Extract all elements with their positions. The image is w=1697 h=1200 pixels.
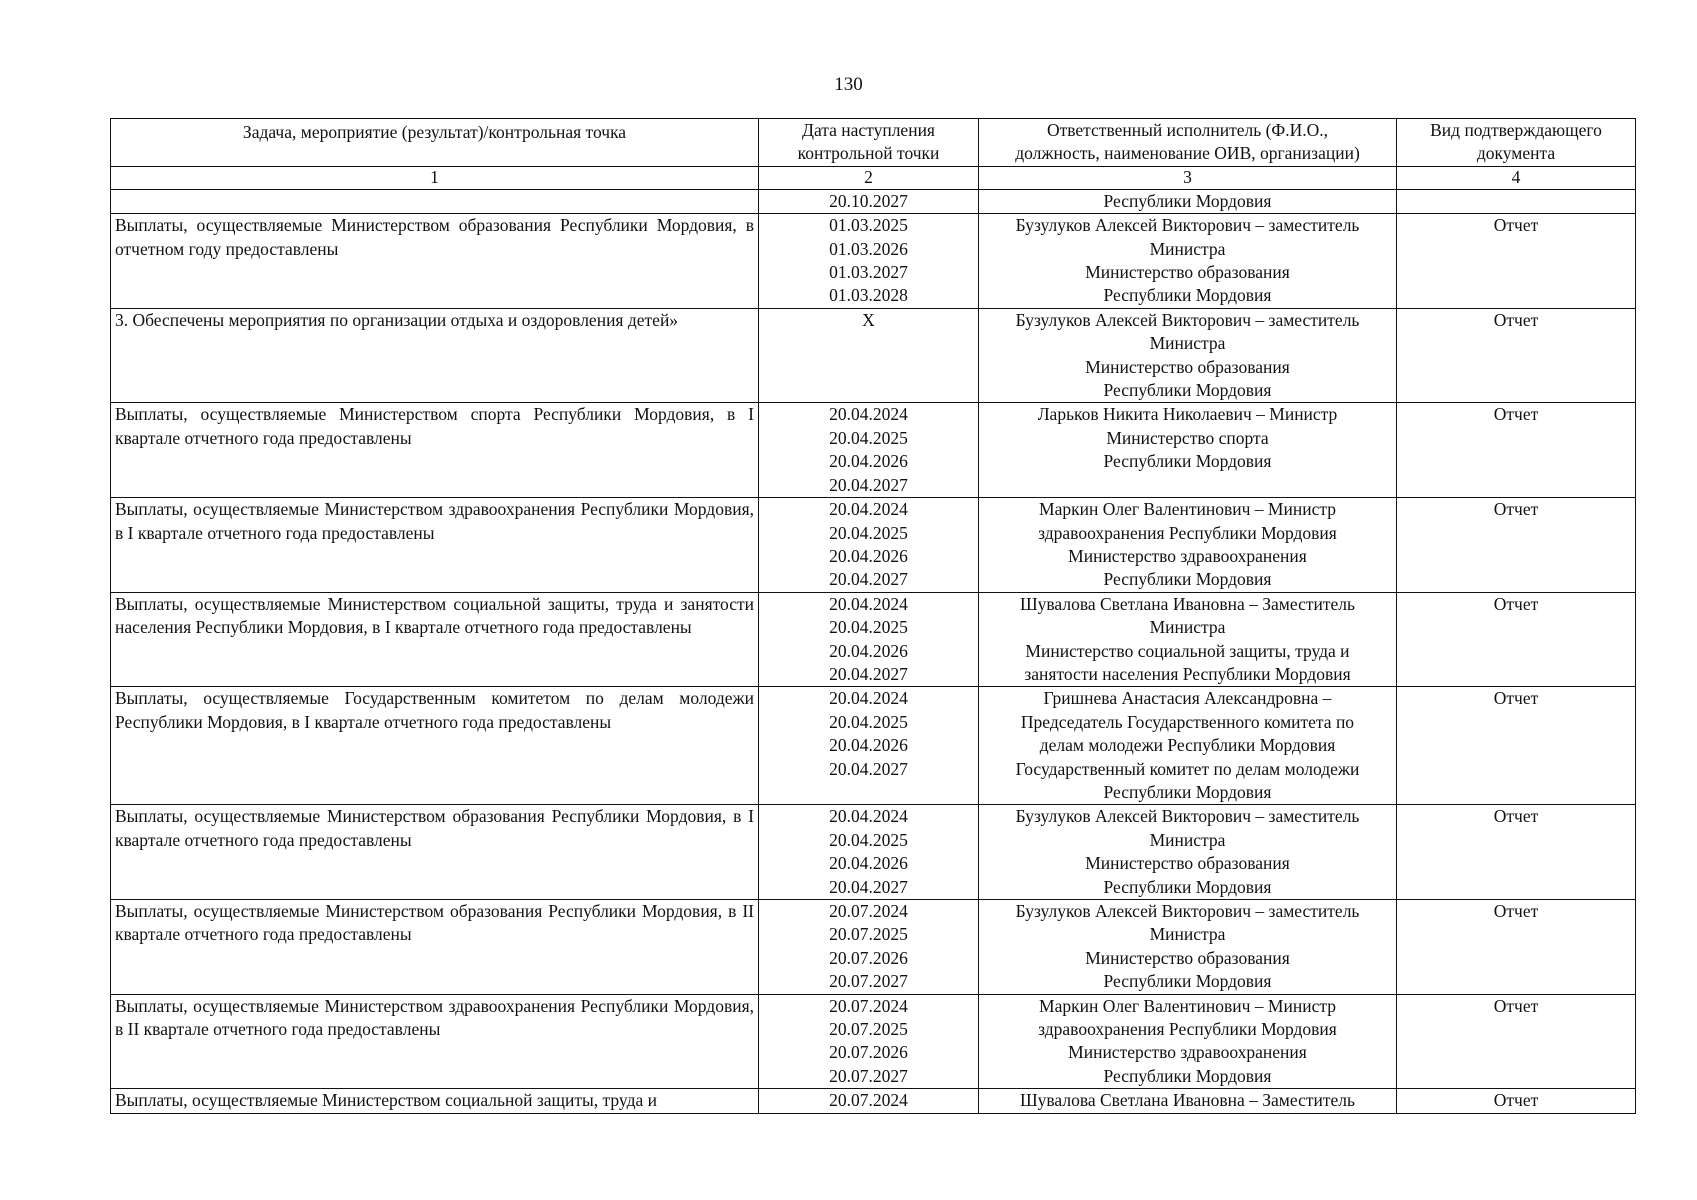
table-row — [111, 1089, 1636, 1113]
responsible-line: Министерство здравоохранения — [1068, 545, 1307, 566]
responsible-cell — [979, 1089, 1397, 1113]
control-date: X — [862, 309, 875, 330]
date-cell — [759, 189, 979, 213]
task-cell: Выплаты, осуществляемые Министерством спорта Республики Мордовия, в I квартале отчетного года предоставлены — [111, 403, 759, 498]
column-number: 3 — [979, 166, 1397, 189]
date-cell — [759, 592, 979, 687]
responsible-line: Республики Мордовия — [1103, 285, 1272, 306]
document-type-cell: Отчет — [1397, 805, 1636, 900]
responsible-line: Министерство образования — [1085, 356, 1290, 377]
task-cell: Выплаты, осуществляемые Министерством образования Республики Мордовия, в отчетном году предоставлены — [111, 214, 759, 309]
control-date: 20.04.2027 — [829, 663, 908, 684]
responsible-line: здравоохранения Республики Мордовия — [1038, 522, 1337, 543]
responsible-line: Министра — [1149, 238, 1226, 259]
date-cell — [759, 900, 979, 995]
column-number: 2 — [759, 166, 979, 189]
table-row — [111, 214, 1636, 309]
responsible-line: Бузулуков Алексей Викторович – заместитель — [1015, 215, 1360, 236]
header-document: Вид подтверждающего документа — [1397, 119, 1636, 167]
control-date: 01.03.2025 — [829, 215, 908, 236]
responsible-line: Министра — [1149, 829, 1226, 850]
control-date: 20.04.2024 — [829, 499, 908, 520]
control-date: 20.04.2027 — [829, 569, 908, 590]
responsible-line: Ларьков Никита Николаевич – Министр — [1037, 404, 1338, 425]
control-date: 01.03.2026 — [829, 238, 908, 259]
responsible-line: Шувалова Светлана Ивановна – Заместитель — [1019, 593, 1355, 614]
control-date: 20.07.2024 — [829, 901, 908, 921]
document-type-cell: Отчет — [1397, 498, 1636, 593]
control-date: 20.07.2026 — [829, 947, 908, 968]
control-points-table — [110, 118, 1636, 1114]
table-row — [111, 994, 1636, 1089]
task-cell: 3. Обеспечены мероприятия по организации отдыха и оздоровления детей» — [111, 308, 759, 403]
table-header-row — [111, 119, 1636, 167]
control-date: 20.04.2025 — [829, 427, 908, 448]
control-date: 20.04.2027 — [829, 758, 908, 779]
responsible-line: Республики Мордовия — [1103, 380, 1272, 401]
task-cell: Выплаты, осуществляемые Государственным комитетом по делам молодежи Республики Мордовия, в I квартале отчетного года предоставлены — [111, 687, 759, 805]
control-date: 20.04.2027 — [829, 474, 908, 495]
responsible-line: Республики Мордовия — [1103, 190, 1272, 211]
responsible-line: Министерство здравоохранения — [1068, 1042, 1307, 1063]
document-type-cell: Отчет — [1397, 994, 1636, 1089]
control-date: 20.04.2024 — [829, 593, 908, 614]
document-type-cell: Отчет — [1397, 308, 1636, 403]
responsible-line: Маркин Олег Валентинович – Министр — [1039, 499, 1336, 520]
table-row — [111, 498, 1636, 593]
document-type-cell: Отчет — [1397, 900, 1636, 995]
date-cell — [759, 403, 979, 498]
control-date: 20.07.2024 — [829, 1090, 908, 1111]
control-date: 20.07.2025 — [829, 924, 908, 945]
control-date: 20.04.2026 — [829, 853, 908, 874]
control-date: 01.03.2028 — [829, 285, 908, 306]
responsible-line: Министра — [1149, 924, 1226, 945]
responsible-line: Министерство спорта — [1106, 427, 1269, 448]
task-cell: Выплаты, осуществляемые Министерством здравоохранения Республики Мордовия, в II квартале отчетного года предоставлены — [111, 994, 759, 1089]
responsible-cell — [979, 189, 1397, 213]
column-number-row — [111, 166, 1636, 189]
control-date: 20.04.2027 — [829, 876, 908, 897]
responsible-line: Республики Мордовия — [1103, 569, 1272, 590]
responsible-line: Государственный комитет по делам молодежи — [1015, 758, 1360, 779]
document-type-cell: Отчет — [1397, 214, 1636, 309]
table-row — [111, 308, 1636, 403]
date-cell — [759, 994, 979, 1089]
control-date: 20.07.2027 — [829, 1065, 908, 1086]
table-row — [111, 900, 1636, 995]
control-date: 20.10.2027 — [829, 190, 908, 211]
responsible-cell — [979, 214, 1397, 309]
responsible-cell — [979, 805, 1397, 900]
control-date: 20.04.2024 — [829, 688, 908, 709]
responsible-line: Бузулуков Алексей Викторович – заместитель — [1015, 309, 1360, 330]
responsible-line: Министра — [1149, 333, 1226, 354]
responsible-cell — [979, 403, 1397, 498]
table-row — [111, 403, 1636, 498]
responsible-line: делам молодежи Республики Мордовия — [1039, 735, 1336, 756]
date-cell — [759, 805, 979, 900]
responsible-line: Республики Мордовия — [1103, 781, 1272, 802]
document-type-cell: Отчет — [1397, 1089, 1636, 1113]
responsible-cell — [979, 308, 1397, 403]
page-number: 130 — [834, 74, 863, 95]
control-date: 20.04.2025 — [829, 829, 908, 850]
control-date: 20.04.2026 — [829, 545, 908, 566]
responsible-line: Министра — [1149, 617, 1226, 638]
date-cell — [759, 1089, 979, 1113]
table-row — [111, 687, 1636, 805]
task-cell — [111, 189, 759, 213]
column-number: 1 — [111, 166, 759, 189]
responsible-line: занятости населения Республики Мордовия — [1024, 663, 1351, 684]
task-cell: Выплаты, осуществляемые Министерством социальной защиты, труда и — [111, 1089, 759, 1113]
responsible-cell — [979, 687, 1397, 805]
responsible-line: Республики Мордовия — [1103, 876, 1272, 897]
table-row — [111, 805, 1636, 900]
responsible-cell — [979, 498, 1397, 593]
responsible-cell — [979, 592, 1397, 687]
control-date: 20.04.2024 — [829, 404, 908, 425]
control-date: 20.04.2025 — [829, 711, 908, 732]
task-cell: Выплаты, осуществляемые Министерством здравоохранения Республики Мордовия, в I квартале отчетного года предоставлены — [111, 498, 759, 593]
table-row — [111, 592, 1636, 687]
table-row — [111, 189, 1636, 213]
control-date: 20.04.2025 — [829, 522, 908, 543]
control-date: 01.03.2027 — [829, 262, 908, 283]
date-cell — [759, 498, 979, 593]
responsible-cell — [979, 994, 1397, 1089]
responsible-line: здравоохранения Республики Мордовия — [1038, 1019, 1337, 1040]
responsible-line: Министерство образования — [1085, 262, 1290, 283]
control-date: 20.07.2024 — [829, 995, 908, 1016]
control-date: 20.04.2024 — [829, 806, 908, 827]
responsible-line: Министерство образования — [1085, 947, 1290, 968]
responsible-line: Министерство социальной защиты, труда и — [1025, 640, 1350, 661]
responsible-line: Республики Мордовия — [1103, 1065, 1272, 1086]
task-cell: Выплаты, осуществляемые Министерством образования Республики Мордовия, в I квартале отчетного года предоставлены — [111, 805, 759, 900]
responsible-line: Республики Мордовия — [1103, 451, 1272, 472]
responsible-line: Шувалова Светлана Ивановна – Заместитель — [1019, 1090, 1355, 1111]
responsible-line: Бузулуков Алексей Викторович – заместитель — [1015, 806, 1360, 827]
task-cell: Выплаты, осуществляемые Министерством социальной защиты, труда и занятости населения Республики Мордовия, в I квартале отчетного года предоставлены — [111, 592, 759, 687]
document-type-cell — [1397, 189, 1636, 213]
control-date: 20.04.2026 — [829, 451, 908, 472]
column-number: 4 — [1397, 166, 1636, 189]
header-date: Дата наступления контрольной точки — [759, 119, 979, 167]
control-date: 20.04.2026 — [829, 640, 908, 661]
control-date: 20.07.2027 — [829, 971, 908, 992]
date-cell — [759, 308, 979, 403]
document-type-cell: Отчет — [1397, 592, 1636, 687]
task-cell: Выплаты, осуществляемые Министерством образования Республики Мордовия, в II квартале отчетного года предоставлены — [111, 900, 759, 995]
control-date: 20.07.2025 — [829, 1019, 908, 1040]
responsible-line: Председатель Государственного комитета по — [1020, 711, 1355, 732]
date-cell — [759, 687, 979, 805]
document-type-cell: Отчет — [1397, 403, 1636, 498]
control-date: 20.07.2026 — [829, 1042, 908, 1063]
responsible-line: Маркин Олег Валентинович – Министр — [1039, 995, 1336, 1016]
responsible-line: Республики Мордовия — [1103, 971, 1272, 992]
date-cell — [759, 214, 979, 309]
responsible-cell — [979, 900, 1397, 995]
responsible-line: Бузулуков Алексей Викторович – заместитель — [1015, 901, 1360, 921]
control-date: 20.04.2025 — [829, 617, 908, 638]
header-task: Задача, мероприятие (результат)/контрольная точка — [111, 119, 759, 167]
document-type-cell: Отчет — [1397, 687, 1636, 805]
responsible-line: Гришнева Анастасия Александровна – — [1043, 688, 1332, 709]
responsible-line: Министерство образования — [1085, 853, 1290, 874]
header-responsible: Ответственный исполнитель (Ф.И.О., должность, наименование ОИВ, организации) — [979, 119, 1397, 167]
control-date: 20.04.2026 — [829, 735, 908, 756]
